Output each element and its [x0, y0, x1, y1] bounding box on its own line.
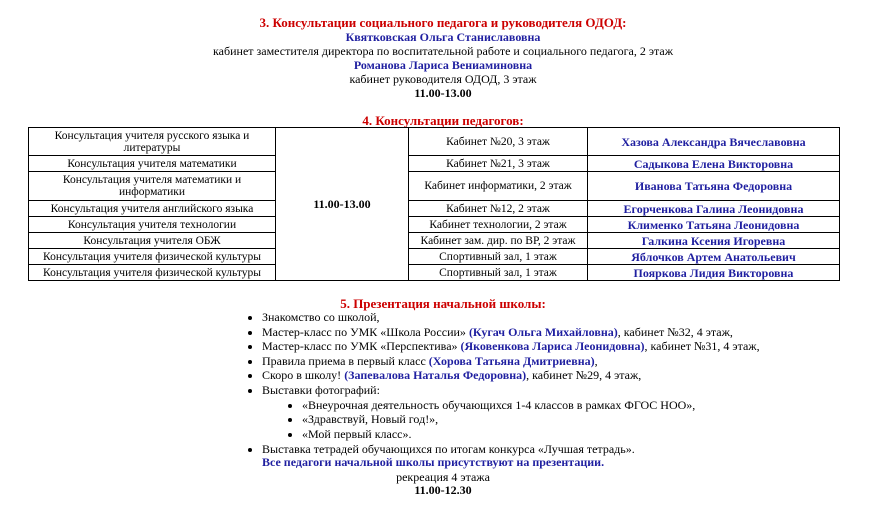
subject-cell: Консультация учителя английского языка	[29, 201, 276, 217]
teacher-cell: Галкина Ксения Игоревна	[588, 233, 840, 249]
table-row	[29, 128, 840, 156]
list-item	[262, 383, 876, 442]
room-cell: Спортивный зал, 1 этаж	[409, 265, 588, 281]
list-item	[262, 339, 876, 354]
presentation-place: рекреация 4 этажа	[396, 470, 490, 484]
teacher-cell: Клименко Татьяна Леонидовна	[588, 217, 840, 233]
room-cell: Кабинет №20, 3 этаж	[409, 128, 588, 156]
table-row	[29, 233, 840, 249]
room-cell: Кабинет технологии, 2 этаж	[409, 217, 588, 233]
teacher-cell: Пояркова Лидия Викторовна	[588, 265, 840, 281]
sub-list-item: • «Внеурочная деятельность обучающихся 1-4 классов в рамках ФГОС НОО»,	[302, 398, 876, 413]
item-room: , кабинет №32, 4 этаж,	[617, 324, 733, 339]
time-cell: 11.00-13.00	[276, 128, 409, 281]
item-text: Выставки фотографий:	[262, 382, 380, 397]
subject-cell: Консультация учителя технологии	[29, 217, 276, 233]
table-row	[29, 265, 840, 281]
item-text: Правила приема в первый класс	[262, 353, 429, 368]
section-3	[0, 16, 886, 100]
item-person: (Хорова Татьяна Дмитриевна)	[428, 353, 595, 368]
section-4-title: 4. Консультации педагогов:	[362, 113, 524, 128]
item-room: , кабинет №31, 4 этаж,	[644, 339, 760, 354]
presentation-time: 11.00-12.30	[414, 483, 472, 497]
subject-cell: Консультация учителя математики	[29, 156, 276, 172]
room-cell: Кабинет №21, 3 этаж	[409, 156, 588, 172]
teacher-cell: Яблочков Артем Анатольевич	[588, 249, 840, 265]
teacher-cell: Садыкова Елена Викторовна	[588, 156, 840, 172]
item-room: , кабинет №29, 4 этаж,	[526, 368, 642, 383]
teacher-cell: Егорченкова Галина Леонидовна	[588, 201, 840, 217]
section-3-place-2: кабинет руководителя ОДОД, 3 этаж	[349, 72, 537, 86]
list-item	[262, 368, 876, 383]
photo-exhibitions-list	[262, 398, 876, 442]
item-text: Выставка тетрадей обучающихся по итогам конкурса «Лучшая тетрадь».	[262, 441, 635, 456]
section-5-title: 5. Презентация начальной школы:	[340, 296, 546, 311]
list-item	[262, 325, 876, 340]
section-3-title: 3. Консультации социального педагога и руководителя ОДОД:	[259, 15, 627, 30]
teacher-cell: Хазова Александра Вячеславовна	[588, 128, 840, 156]
table-row	[29, 201, 840, 217]
subject-cell: Консультация учителя математики и информатики	[29, 172, 276, 201]
subject-cell: Консультация учителя ОБЖ	[29, 233, 276, 249]
consultations-table	[28, 127, 840, 281]
presentation-list	[236, 310, 876, 457]
item-text: Знакомство со школой,	[262, 310, 380, 324]
table-row	[29, 172, 840, 201]
room-cell: Спортивный зал, 1 этаж	[409, 249, 588, 265]
subject-cell: Консультация учителя физической культуры	[29, 265, 276, 281]
item-person: (Кугач Ольга Михайловна)	[468, 324, 618, 339]
item-text: Мастер-класс по УМК «Школа России»	[262, 324, 469, 339]
list-item	[262, 310, 876, 325]
room-cell: Кабинет зам. дир. по ВР, 2 этаж	[409, 233, 588, 249]
subject-cell: Консультация учителя русского языка и литературы	[29, 128, 276, 156]
teacher-cell: Иванова Татьяна Федоровна	[588, 172, 840, 201]
list-item	[262, 354, 876, 369]
subject-cell: Консультация учителя физической культуры	[29, 249, 276, 265]
table-row	[29, 156, 840, 172]
item-person: (Запевалова Наталья Федоровна)	[344, 368, 527, 383]
sub-list-item: • «Мой первый класс».	[302, 427, 876, 442]
sub-list-item: • «Здравствуй, Новый год!»,	[302, 412, 876, 427]
item-room: ,	[594, 353, 598, 368]
room-cell: Кабинет №12, 2 этаж	[409, 201, 588, 217]
table-row	[29, 249, 840, 265]
item-text: Мастер-класс по УМК «Перспектива»	[262, 339, 461, 354]
section-3-time: 11.00-13.00	[414, 86, 472, 100]
table-row	[29, 217, 840, 233]
section-3-place-1: кабинет заместителя директора по воспитательной работе и социального педагога, 2 этаж	[213, 44, 673, 58]
section-3-person-1: Квятковская Ольга Станиславовна	[345, 30, 541, 44]
item-text: Скоро в школу!	[262, 368, 345, 383]
presentation-note: Все педагоги начальной школы присутствуют на презентации.	[262, 455, 605, 469]
item-person: (Яковенкова Лариса Леонидовна)	[460, 339, 645, 354]
room-cell: Кабинет информатики, 2 этаж	[409, 172, 588, 201]
section-3-person-2: Романова Лариса Вениаминовна	[353, 58, 533, 72]
